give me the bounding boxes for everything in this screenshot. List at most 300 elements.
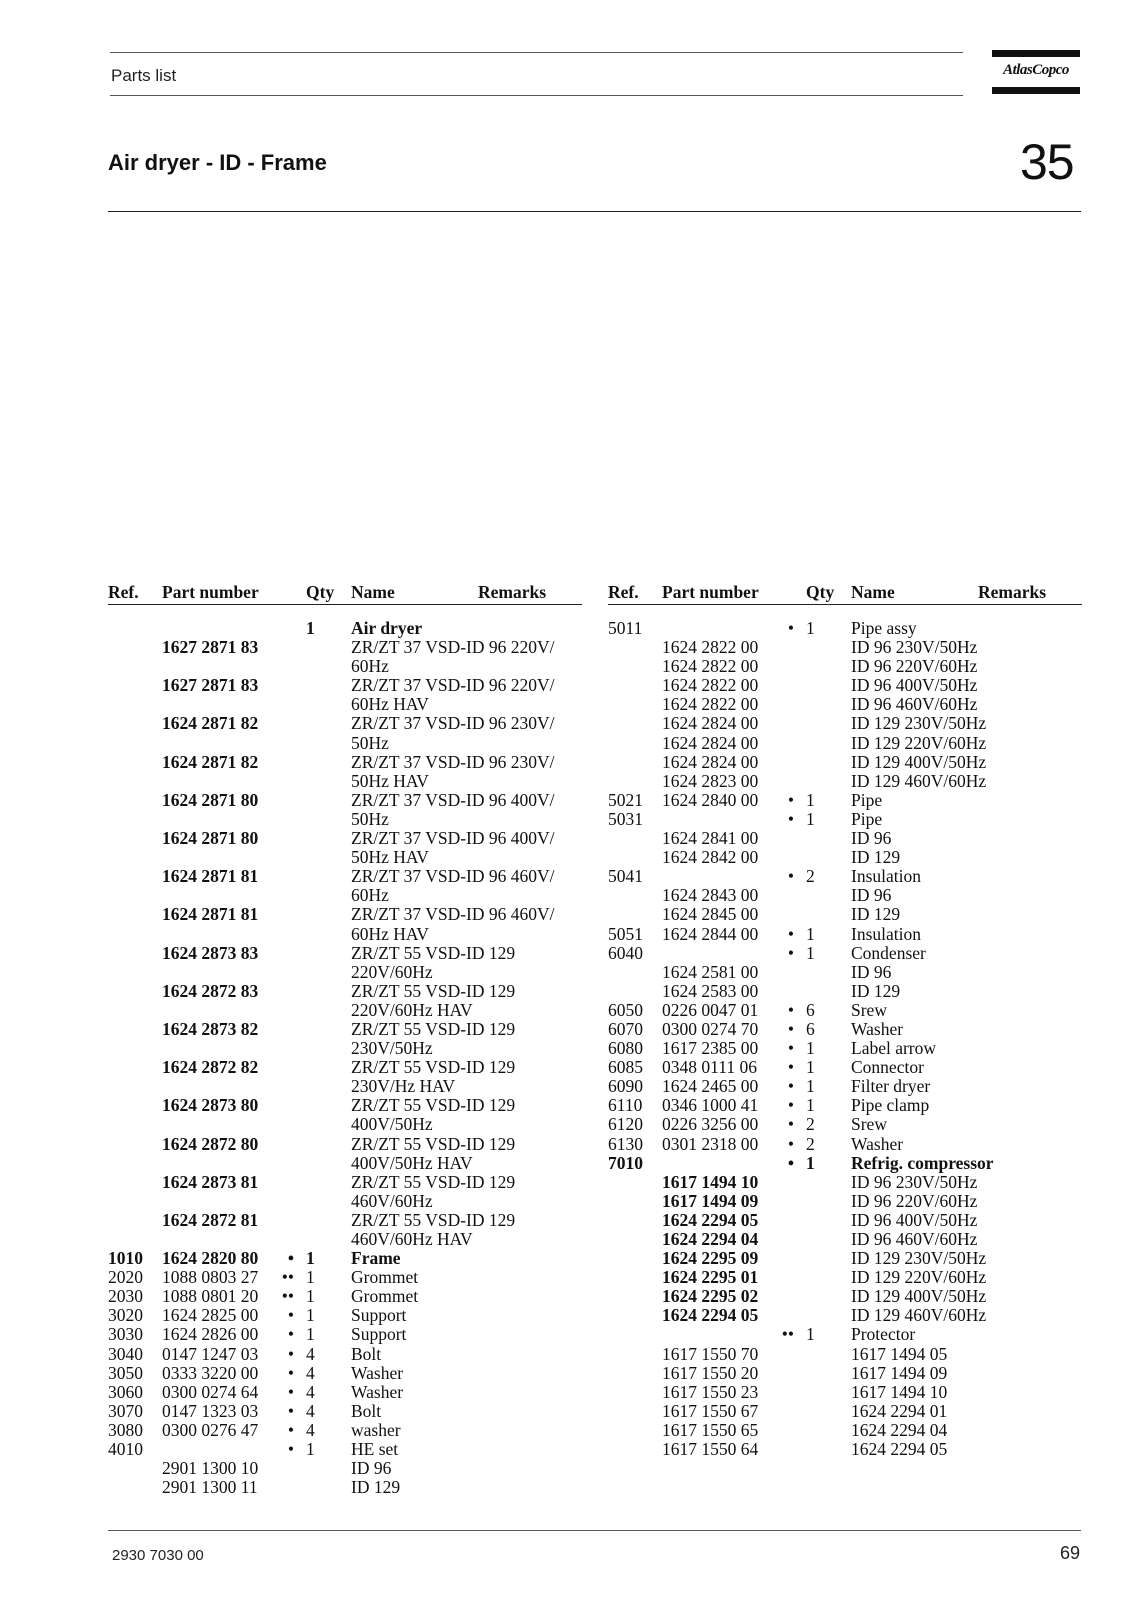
cell-indent-dots: •: [787, 789, 794, 810]
table-row: [108, 1440, 582, 1459]
table-row: [108, 1211, 582, 1230]
cell-part-number: 1624 2871 82: [162, 751, 259, 772]
cell-name: ID 129 400V/50Hz: [851, 1286, 987, 1307]
cell-ref: 6085: [608, 1057, 643, 1078]
table-row: [608, 1325, 1082, 1344]
table-row: [108, 1268, 582, 1287]
cell-name: 50Hz HAV: [351, 847, 429, 868]
cell-part-number: 0333 3220 00: [162, 1362, 259, 1383]
table-row: [108, 772, 582, 791]
cell-ref: 3020: [108, 1305, 143, 1326]
cell-name: 1617 1494 10: [851, 1381, 948, 1402]
cell-name: Pipe: [851, 789, 883, 810]
cell-part-number: 1624 2843 00: [662, 885, 759, 906]
cell-name: ID 96: [851, 885, 892, 906]
cell-name: ZR/ZT 37 VSD-ID 96 460V/: [351, 904, 555, 925]
table-body-left: [108, 619, 582, 1497]
cell-name: Condenser: [851, 942, 926, 963]
cell-ref: 3080: [108, 1419, 143, 1440]
header-label: Parts list: [111, 66, 177, 85]
cell-qty: 1: [306, 1267, 315, 1288]
cell-part-number: 1617 1550 67: [662, 1400, 759, 1421]
table-row: [608, 1440, 1082, 1459]
table-row: [608, 963, 1082, 982]
table-row: [608, 1211, 1082, 1230]
cell-name: Washer: [851, 1018, 904, 1039]
cell-part-number: 1624 2871 80: [162, 828, 259, 849]
table-row: [608, 791, 1082, 810]
cell-ref: 6040: [608, 942, 643, 963]
cell-indent-dots: •: [787, 1057, 794, 1078]
cell-qty: 1: [806, 789, 815, 810]
cell-part-number: 1617 1550 70: [662, 1343, 759, 1364]
table-row: [108, 829, 582, 848]
cell-indent-dots: •: [287, 1419, 294, 1440]
cell-qty: 2: [806, 1114, 815, 1135]
table-row: [608, 1268, 1082, 1287]
cell-indent-dots: •: [787, 1133, 794, 1154]
table-row: [108, 1459, 582, 1478]
table-header: [608, 582, 1082, 605]
table-row: [108, 657, 582, 676]
table-row: [108, 638, 582, 657]
cell-name: ID 96 220V/60Hz: [851, 1190, 978, 1211]
header-rule-bottom: [110, 95, 963, 96]
cell-name: ID 96 220V/60Hz: [851, 656, 978, 677]
cell-name: 1617 1494 05: [851, 1343, 948, 1364]
cell-name: Label arrow: [851, 1038, 937, 1059]
cell-indent-dots: •: [287, 1362, 294, 1383]
table-row: [608, 1039, 1082, 1058]
cell-name: 60Hz: [351, 656, 389, 677]
table-row: [608, 1001, 1082, 1020]
cell-part-number: 0147 1323 03: [162, 1400, 259, 1421]
table-row: [608, 1230, 1082, 1249]
cell-ref: 6090: [608, 1076, 643, 1097]
cell-qty: 1: [306, 1324, 315, 1345]
table-row: [108, 695, 582, 714]
atlas-copco-logo: [992, 50, 1080, 94]
cell-part-number: 0226 0047 01: [662, 999, 759, 1020]
cell-indent-dots: •: [787, 1095, 794, 1116]
cell-name: Srew: [851, 999, 887, 1020]
table-row: [608, 1249, 1082, 1268]
cell-name: ID 129: [851, 847, 901, 868]
cell-ref: 6070: [608, 1018, 643, 1039]
cell-name: ID 129 220V/60Hz: [851, 1267, 987, 1288]
cell-ref: 3050: [108, 1362, 143, 1383]
table-row: [608, 1077, 1082, 1096]
table-row: [108, 1287, 582, 1306]
table-row: [108, 848, 582, 867]
table-row: [108, 753, 582, 772]
table-row: [608, 1306, 1082, 1325]
table-row: [108, 944, 582, 963]
table-row: [608, 1383, 1082, 1402]
cell-name: Filter dryer: [851, 1076, 931, 1097]
table-row: [608, 1402, 1082, 1421]
cell-part-number: 1627 2871 83: [162, 675, 259, 696]
table-row: [108, 982, 582, 1001]
cell-qty: 4: [306, 1400, 315, 1421]
table-row: [108, 1096, 582, 1115]
table-row: [108, 1421, 582, 1440]
col-header-qty: Qty: [806, 582, 835, 602]
cell-indent-dots: •: [287, 1305, 294, 1326]
cell-name: ID 96 460V/60Hz: [851, 1229, 978, 1249]
table-row: [608, 1364, 1082, 1383]
table-row: [608, 848, 1082, 867]
table-row: [108, 963, 582, 982]
cell-part-number: 0300 0274 64: [162, 1381, 259, 1402]
cell-part-number: 1624 2873 83: [162, 942, 259, 963]
table-row: [108, 1402, 582, 1421]
cell-indent-dots: •: [287, 1248, 294, 1269]
table-body-right: [608, 619, 1082, 1459]
parts-table-right: [608, 582, 1082, 1459]
table-row: [108, 1306, 582, 1325]
table-row: [608, 1192, 1082, 1211]
cell-part-number: 1624 2295 09: [662, 1248, 759, 1269]
table-row: [108, 1077, 582, 1096]
cell-ref: 6050: [608, 999, 643, 1020]
cell-part-number: 1617 1494 10: [662, 1171, 759, 1192]
table-row: [608, 734, 1082, 753]
table-row: [108, 676, 582, 695]
cell-part-number: 1624 2871 80: [162, 789, 259, 810]
table-row: [608, 829, 1082, 848]
table-row: [608, 1020, 1082, 1039]
table-row: [608, 982, 1082, 1001]
cell-indent-dots: •: [287, 1381, 294, 1402]
cell-part-number: 1624 2844 00: [662, 923, 759, 944]
col-header-remarks: Remarks: [978, 582, 1047, 602]
cell-part-number: 1624 2295 02: [662, 1286, 759, 1307]
cell-part-number: 0301 2318 00: [662, 1133, 759, 1154]
cell-part-number: 1624 2873 81: [162, 1171, 259, 1192]
cell-name: 60Hz HAV: [351, 694, 429, 715]
cell-qty: 1: [806, 1076, 815, 1097]
cell-part-number: 1624 2825 00: [162, 1305, 259, 1326]
cell-qty: 6: [806, 1018, 815, 1039]
cell-part-number: 1624 2295 01: [662, 1267, 759, 1288]
cell-name: 230V/Hz HAV: [351, 1076, 456, 1097]
cell-part-number: 1624 2822 00: [662, 656, 759, 677]
cell-indent-dots: ••: [281, 1286, 294, 1307]
cell-part-number: 1624 2845 00: [662, 904, 759, 925]
table-row: [608, 944, 1082, 963]
cell-part-number: 1088 0801 20: [162, 1286, 259, 1307]
page-number: 69: [1060, 1543, 1081, 1563]
cell-name: Grommet: [351, 1286, 419, 1307]
cell-name: 220V/60Hz: [351, 961, 433, 982]
cell-qty: 1: [806, 1038, 815, 1059]
table-row: [108, 1058, 582, 1077]
cell-part-number: 1624 2583 00: [662, 980, 759, 1001]
cell-ref: 5041: [608, 866, 643, 887]
table-row: [608, 676, 1082, 695]
col-header-name: Name: [351, 582, 395, 602]
cell-name: ID 96 230V/50Hz: [851, 637, 978, 658]
table-row: [608, 638, 1082, 657]
table-row: [108, 1230, 582, 1249]
cell-qty: 2: [806, 1133, 815, 1154]
cell-part-number: 1624 2841 00: [662, 828, 759, 849]
table-row: [108, 1345, 582, 1364]
cell-part-number: 1624 2872 81: [162, 1209, 259, 1230]
cell-part-number: 2901 1300 11: [162, 1477, 258, 1498]
cell-part-number: 1617 1550 20: [662, 1362, 759, 1383]
cell-ref: 6080: [608, 1038, 643, 1059]
table-row: [108, 1001, 582, 1020]
cell-indent-dots: •: [787, 923, 794, 944]
cell-ref: 2020: [108, 1267, 143, 1288]
header-rule-top: [110, 52, 963, 53]
cell-name: Pipe assy: [851, 618, 917, 638]
cell-ref: 5051: [608, 923, 643, 944]
cell-ref: 5021: [608, 789, 643, 810]
cell-name: ZR/ZT 37 VSD-ID 96 230V/: [351, 751, 555, 772]
cell-name: ID 129 460V/60Hz: [851, 1305, 987, 1326]
cell-part-number: 1624 2824 00: [662, 732, 759, 753]
document-number: 2930 7030 00: [112, 1547, 204, 1564]
cell-ref: 3030: [108, 1324, 143, 1345]
table-row: [108, 886, 582, 905]
table-row: [108, 1478, 582, 1497]
cell-part-number: 1624 2465 00: [662, 1076, 759, 1097]
table-row: [108, 1383, 582, 1402]
table-row: [608, 925, 1082, 944]
cell-part-number: 1624 2871 81: [162, 866, 259, 887]
cell-name: ID 96: [851, 961, 892, 982]
cell-name: ID 129 400V/50Hz: [851, 751, 987, 772]
cell-part-number: 1624 2822 00: [662, 637, 759, 658]
col-header-qty: Qty: [306, 582, 335, 602]
cell-name: 60Hz HAV: [351, 923, 429, 944]
cell-name: Support: [351, 1305, 407, 1326]
table-row: [608, 1154, 1082, 1173]
table-row: [108, 1020, 582, 1039]
cell-ref: 6120: [608, 1114, 643, 1135]
cell-part-number: 1624 2822 00: [662, 675, 759, 696]
col-header-name: Name: [851, 582, 895, 602]
cell-indent-dots: •: [787, 1114, 794, 1135]
cell-part-number: 1624 2871 81: [162, 904, 259, 925]
table-row: [108, 1154, 582, 1173]
table-row: [108, 1249, 582, 1268]
cell-part-number: 1624 2826 00: [162, 1324, 259, 1345]
cell-part-number: 1624 2873 82: [162, 1018, 259, 1039]
cell-part-number: 1624 2824 00: [662, 713, 759, 734]
cell-qty: 1: [806, 942, 815, 963]
cell-name: ZR/ZT 55 VSD-ID 129: [351, 1095, 516, 1116]
col-header-part-number: Part number: [162, 582, 259, 602]
cell-indent-dots: •: [287, 1343, 294, 1364]
col-header-part-number: Part number: [662, 582, 759, 602]
cell-name: ZR/ZT 55 VSD-ID 129: [351, 1018, 516, 1039]
cell-name: Washer: [851, 1133, 904, 1154]
col-header-ref: Ref.: [108, 582, 139, 602]
cell-indent-dots: •: [287, 1439, 294, 1460]
cell-indent-dots: •: [787, 942, 794, 963]
cell-name: ZR/ZT 37 VSD-ID 96 230V/: [351, 713, 555, 734]
cell-name: Frame: [351, 1248, 401, 1269]
cell-name: ID 129: [851, 904, 901, 925]
footer-rule: [108, 1530, 1081, 1531]
cell-indent-dots: •: [787, 1076, 794, 1097]
cell-name: 50Hz: [351, 732, 389, 753]
cell-name: ID 96 230V/50Hz: [851, 1171, 978, 1192]
cell-qty: 1: [806, 1095, 815, 1116]
cell-part-number: 1088 0803 27: [162, 1267, 259, 1288]
logo-bar-top: [992, 50, 1080, 57]
cell-name: 50Hz: [351, 808, 389, 829]
cell-name: ZR/ZT 55 VSD-ID 129: [351, 1171, 516, 1192]
cell-name: 50Hz HAV: [351, 770, 429, 791]
table-row: [608, 1058, 1082, 1077]
cell-name: ID 129 230V/50Hz: [851, 713, 987, 734]
cell-name: Grommet: [351, 1267, 419, 1288]
cell-indent-dots: •: [787, 1038, 794, 1059]
cell-qty: 1: [806, 808, 815, 829]
cell-part-number: 1617 1550 65: [662, 1419, 759, 1440]
table-header: [108, 582, 582, 605]
cell-name: Insulation: [851, 923, 921, 944]
cell-qty: 1: [306, 1248, 315, 1269]
table-row: [108, 1173, 582, 1192]
cell-part-number: 0348 0111 06: [662, 1057, 757, 1078]
cell-name: Washer: [351, 1381, 404, 1402]
cell-indent-dots: ••: [281, 1267, 294, 1288]
cell-qty: 1: [806, 1324, 815, 1345]
cell-name: 1624 2294 05: [851, 1439, 948, 1460]
table-row: [108, 619, 582, 638]
cell-part-number: 1624 2294 04: [662, 1229, 759, 1249]
cell-ref: 5031: [608, 808, 643, 829]
cell-name: washer: [351, 1419, 401, 1440]
cell-name: ZR/ZT 37 VSD-ID 96 220V/: [351, 637, 555, 658]
table-row: [108, 1115, 582, 1134]
table-row: [608, 1421, 1082, 1440]
cell-name: ZR/ZT 55 VSD-ID 129: [351, 1209, 516, 1230]
cell-indent-dots: •: [787, 866, 794, 887]
table-row: [108, 1135, 582, 1154]
cell-part-number: 1624 2824 00: [662, 751, 759, 772]
cell-ref: 3070: [108, 1400, 143, 1421]
cell-name: 400V/50Hz HAV: [351, 1152, 473, 1173]
cell-name: ID 129: [351, 1477, 401, 1498]
cell-ref: 6130: [608, 1133, 643, 1154]
section-number: 35: [1020, 134, 1074, 190]
cell-name: Bolt: [351, 1343, 382, 1364]
table-row: [108, 791, 582, 810]
cell-name: Connector: [851, 1057, 924, 1078]
table-row: [608, 1173, 1082, 1192]
cell-ref: 3060: [108, 1381, 143, 1402]
cell-part-number: 1617 1550 23: [662, 1381, 759, 1402]
cell-part-number: 2901 1300 10: [162, 1458, 259, 1479]
cell-qty: 1: [806, 1152, 815, 1173]
table-row: [108, 1192, 582, 1211]
cell-indent-dots: •: [787, 808, 794, 829]
cell-part-number: 1624 2823 00: [662, 770, 759, 791]
cell-name: 1624 2294 01: [851, 1400, 948, 1421]
cell-indent-dots: •: [787, 999, 794, 1020]
logo-bar-bottom: [992, 87, 1080, 94]
cell-qty: 1: [306, 1286, 315, 1307]
table-row: [108, 867, 582, 886]
cell-name: ID 96 460V/60Hz: [851, 694, 978, 715]
cell-part-number: 0300 0276 47: [162, 1419, 259, 1440]
cell-qty: 1: [306, 1439, 315, 1460]
cell-name: Pipe: [851, 808, 883, 829]
table-row: [108, 810, 582, 829]
cell-name: 60Hz: [351, 885, 389, 906]
cell-indent-dots: •: [287, 1324, 294, 1345]
cell-part-number: 1624 2873 80: [162, 1095, 259, 1116]
table-row: [608, 1135, 1082, 1154]
cell-qty: 1: [306, 1305, 315, 1326]
table-row: [608, 657, 1082, 676]
cell-part-number: 1627 2871 83: [162, 637, 259, 658]
cell-name: ZR/ZT 55 VSD-ID 129: [351, 942, 516, 963]
col-header-ref: Ref.: [608, 582, 639, 602]
cell-ref: 7010: [608, 1152, 643, 1173]
cell-part-number: 1624 2872 82: [162, 1057, 259, 1078]
cell-name: ID 129 230V/50Hz: [851, 1248, 987, 1269]
table-row: [108, 1039, 582, 1058]
table-row: [108, 734, 582, 753]
cell-indent-dots: •: [287, 1400, 294, 1421]
cell-name: ZR/ZT 37 VSD-ID 96 400V/: [351, 828, 555, 849]
table-row: [608, 714, 1082, 733]
cell-ref: 5011: [608, 618, 643, 638]
cell-qty: 1: [306, 618, 315, 638]
cell-name: ZR/ZT 37 VSD-ID 96 220V/: [351, 675, 555, 696]
cell-qty: 4: [306, 1362, 315, 1383]
col-header-remarks: Remarks: [478, 582, 547, 602]
cell-name: 460V/60Hz: [351, 1190, 433, 1211]
cell-name: ID 96: [851, 828, 892, 849]
cell-name: ZR/ZT 37 VSD-ID 96 400V/: [351, 789, 555, 810]
cell-name: 400V/50Hz: [351, 1114, 433, 1135]
cell-name: 220V/60Hz HAV: [351, 999, 473, 1020]
cell-part-number: 1624 2294 05: [662, 1305, 759, 1326]
table-row: [108, 1364, 582, 1383]
cell-indent-dots: •: [787, 1018, 794, 1039]
cell-name: ZR/ZT 55 VSD-ID 129: [351, 980, 516, 1001]
table-row: [108, 714, 582, 733]
cell-name: ID 129 460V/60Hz: [851, 770, 987, 791]
cell-indent-dots: •: [787, 618, 794, 638]
cell-part-number: 0226 3256 00: [662, 1114, 759, 1135]
cell-name: Washer: [351, 1362, 404, 1383]
table-row: [608, 886, 1082, 905]
cell-qty: 4: [306, 1419, 315, 1440]
table-row: [608, 905, 1082, 924]
cell-name: Refrig. compressor: [851, 1152, 994, 1173]
table-row: [608, 867, 1082, 886]
cell-name: Support: [351, 1324, 407, 1345]
cell-part-number: 1624 2581 00: [662, 961, 759, 982]
cell-ref: 6110: [608, 1095, 643, 1116]
cell-indent-dots: ••: [781, 1324, 794, 1345]
table-row: [608, 753, 1082, 772]
cell-name: 1617 1494 09: [851, 1362, 948, 1383]
table-row: [608, 1345, 1082, 1364]
cell-part-number: 0147 1247 03: [162, 1343, 259, 1364]
parts-table-left: [108, 582, 582, 1497]
